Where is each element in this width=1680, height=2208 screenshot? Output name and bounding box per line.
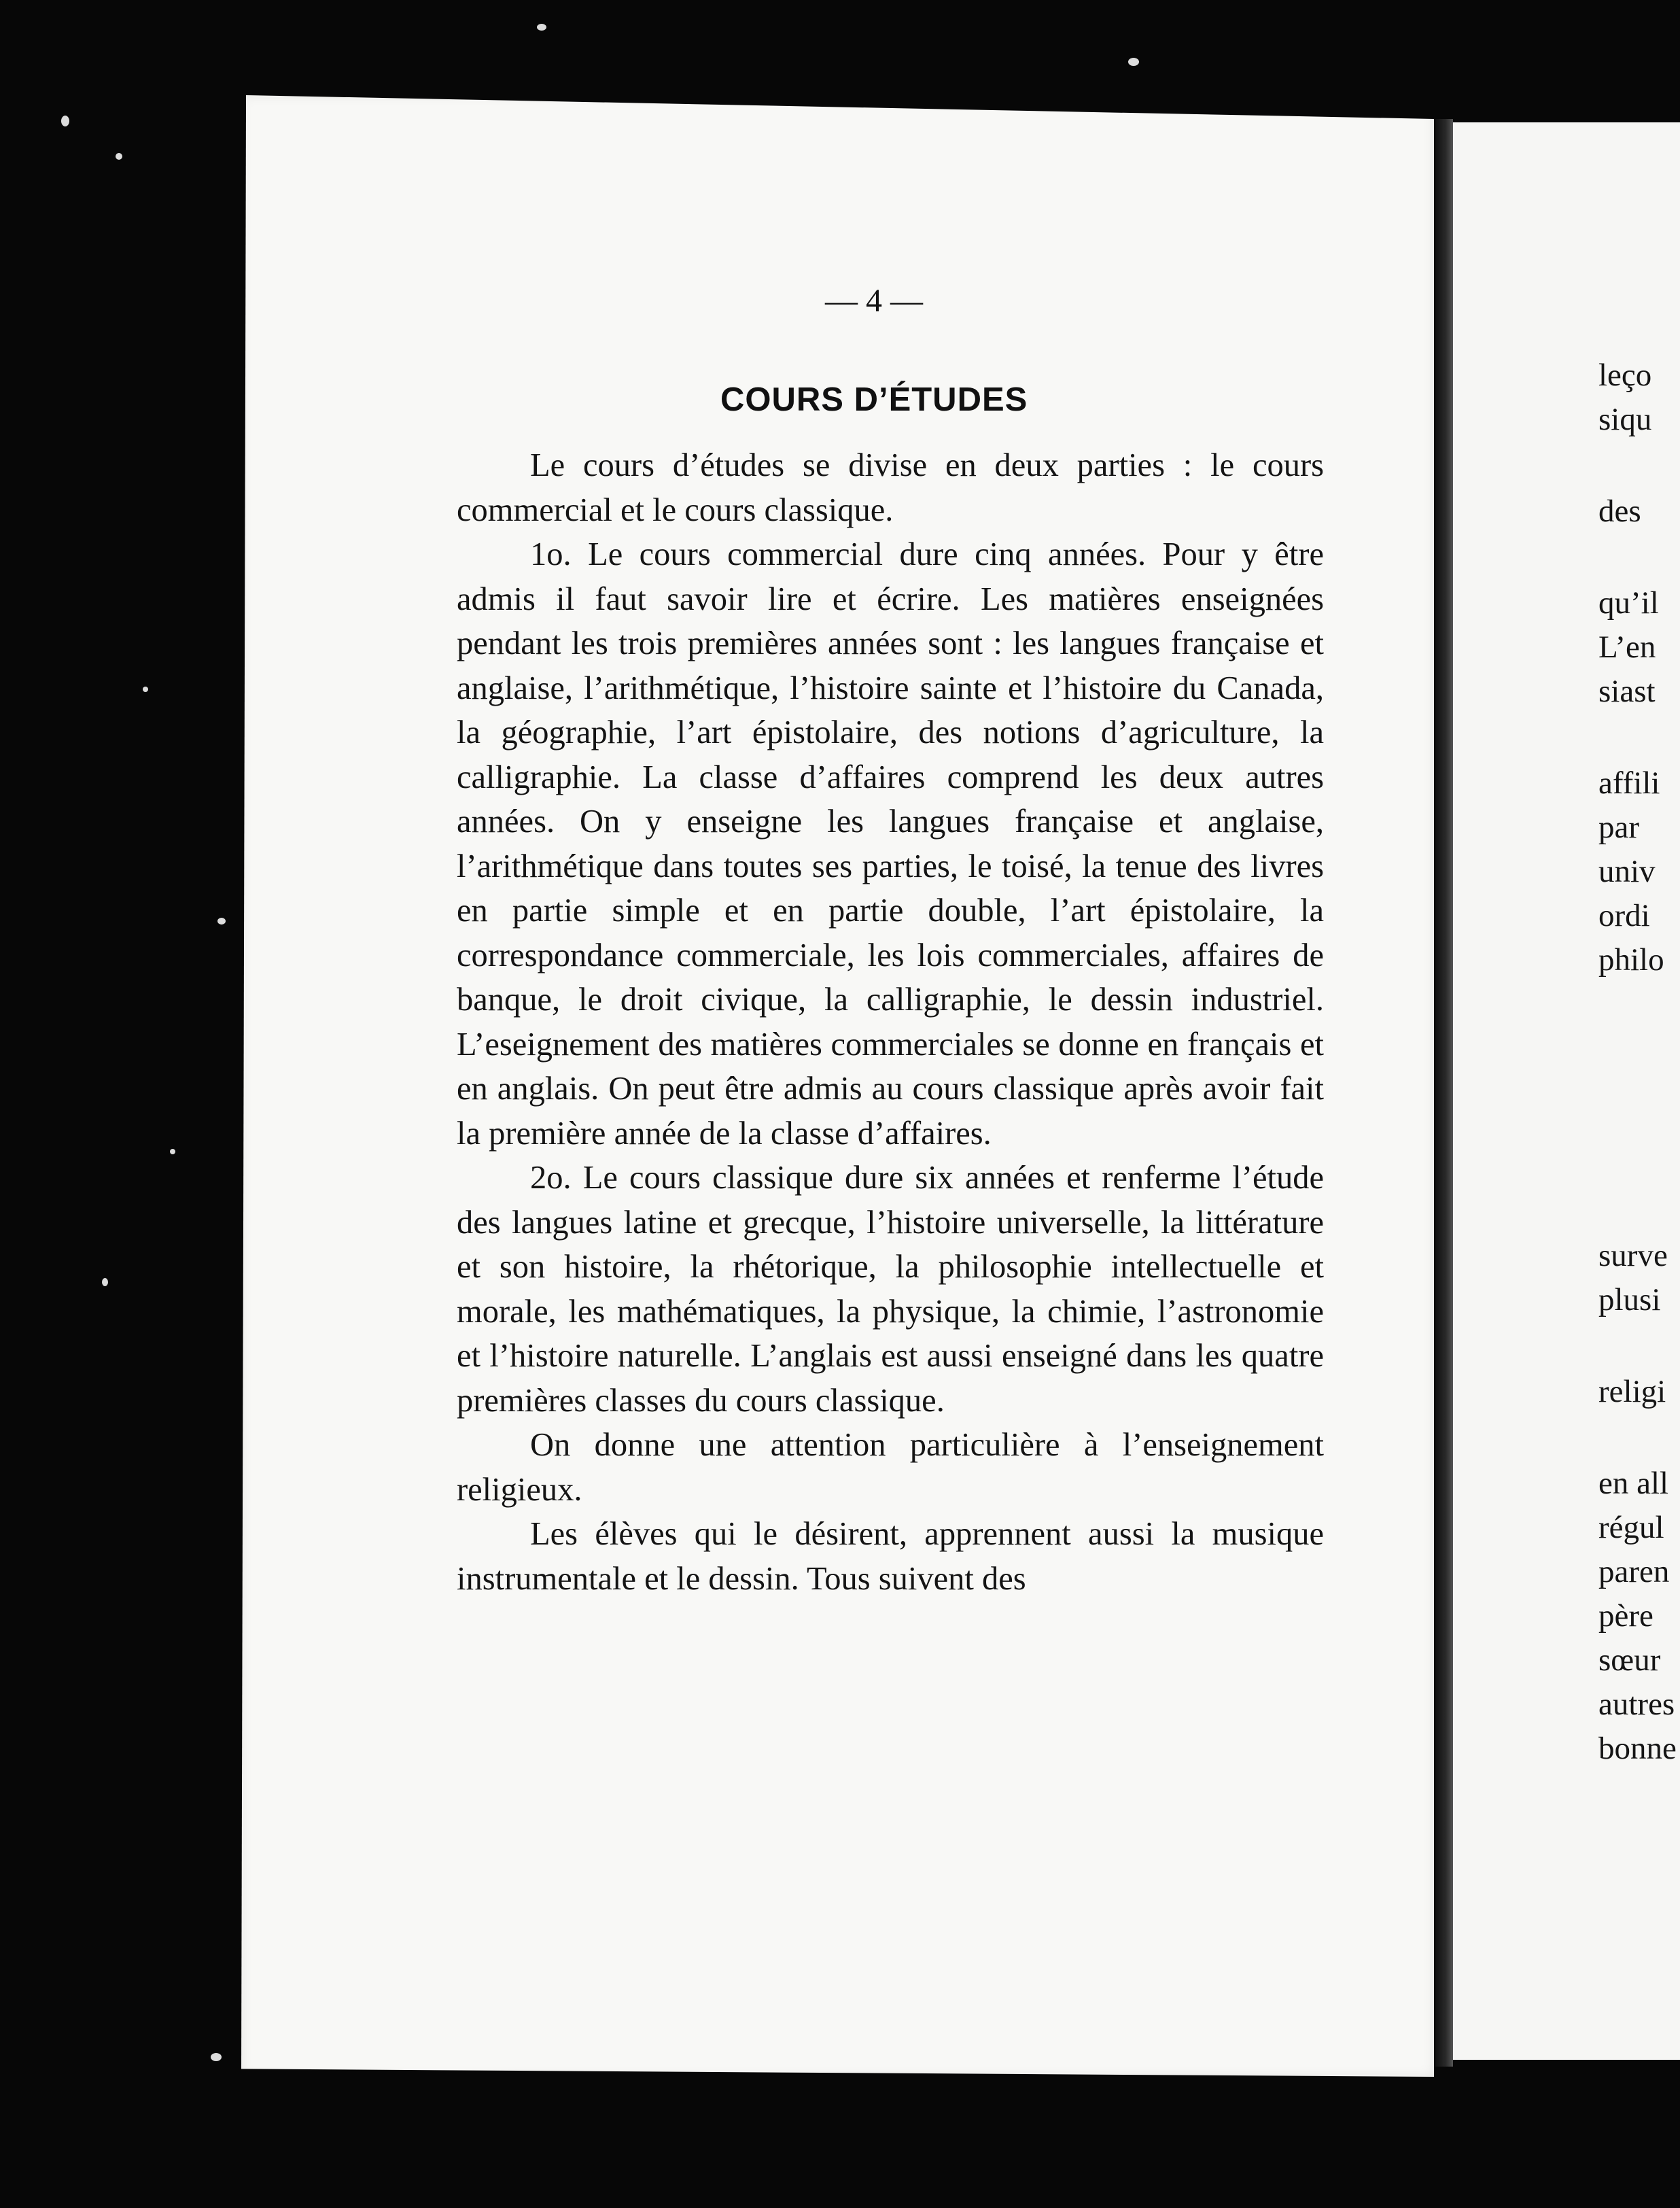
facing-fragment: père <box>1598 1598 1653 1634</box>
facing-fragment: affili <box>1598 765 1660 801</box>
facing-fragment: en all <box>1598 1466 1669 1501</box>
dust-speck <box>537 24 546 31</box>
paragraph-music-drawing: Les élèves qui le désirent, apprennent aussi la musique instrumentale et le dessin. Tous suivent des <box>457 1516 1324 1597</box>
facing-fragment: paren <box>1598 1554 1670 1589</box>
dust-speck <box>102 1278 108 1286</box>
facing-fragment: autres <box>1598 1687 1675 1722</box>
body-text <box>457 443 1324 1601</box>
facing-fragment: leço <box>1598 358 1652 393</box>
dust-speck <box>143 687 148 692</box>
paragraph-intro: Le cours d’études se divise en deux parties : le cours commercial et le cours classique. <box>457 447 1324 528</box>
dust-speck <box>1128 58 1139 66</box>
facing-fragment: L’en <box>1598 629 1656 665</box>
facing-fragment: sœur <box>1598 1642 1661 1678</box>
facing-fragment: qu’il <box>1598 585 1659 621</box>
dust-speck <box>61 116 69 126</box>
facing-fragment: ordi <box>1598 898 1650 933</box>
dust-speck <box>211 2053 222 2061</box>
facing-fragment: religi <box>1598 1374 1666 1409</box>
dust-speck <box>170 1149 175 1154</box>
paragraph-commercial-course: 1o. Le cours commercial dure cinq années. Pour y être admis il faut savoir lire et écrire. Les matières enseignées pendant les trois premières années sont : les langues française et anglaise, l’arithmétique, l’histoire sainte et l’histoire du Canada, la géographie, l’art épistolaire, des notions d’agriculture, la calligraphie. La classe d’affaires comprend les deux autres années. On y enseigne les langues française et anglaise, l’arithmétique dans toutes ses parties, le toisé, la tenue des livres en partie simple et en partie double, l’art épistolaire, la correspondance commerciale, les lois commerciales, affaires de banque, le droit civique, la calligraphie, le dessin industriel. L’eseignement des matières commerciales se donne en français et en anglais. On peut être admis au cours classique après avoir fait la première année de la classe d’affaires. <box>457 536 1324 1152</box>
page-number: — 4 — <box>825 283 923 319</box>
dust-speck <box>217 918 226 925</box>
facing-fragment: plusi <box>1598 1282 1661 1317</box>
facing-fragment: régul <box>1598 1510 1664 1545</box>
section-heading: COURS D’ÉTUDES <box>720 381 1028 418</box>
paragraph-religious-teaching: On donne une attention particulière à l’enseignement religieux. <box>457 1427 1324 1508</box>
facing-fragment: des <box>1598 494 1641 529</box>
facing-fragment: par <box>1598 810 1640 845</box>
facing-fragment: univ <box>1598 854 1656 889</box>
paragraph-classical-course: 2o. Le cours classique dure six années et renferme l’étude des langues latine et grecque, l’histoire universelle, la littérature et son histoire, la rhétorique, la philosophie intellectuelle et morale, les mathématiques, la physique, la chimie, l’astronomie et l’histoire naturelle. L’anglais est aussi enseigné dans les quatre premières classes du cours classique. <box>457 1160 1324 1419</box>
book-gutter <box>1435 119 1453 2067</box>
dust-speck <box>116 153 122 160</box>
facing-fragment: bonne <box>1598 1731 1677 1766</box>
facing-fragment: surve <box>1598 1238 1668 1273</box>
facing-fragment: philo <box>1598 942 1664 978</box>
facing-fragment: siqu <box>1598 402 1652 437</box>
facing-fragment: siast <box>1598 674 1656 709</box>
